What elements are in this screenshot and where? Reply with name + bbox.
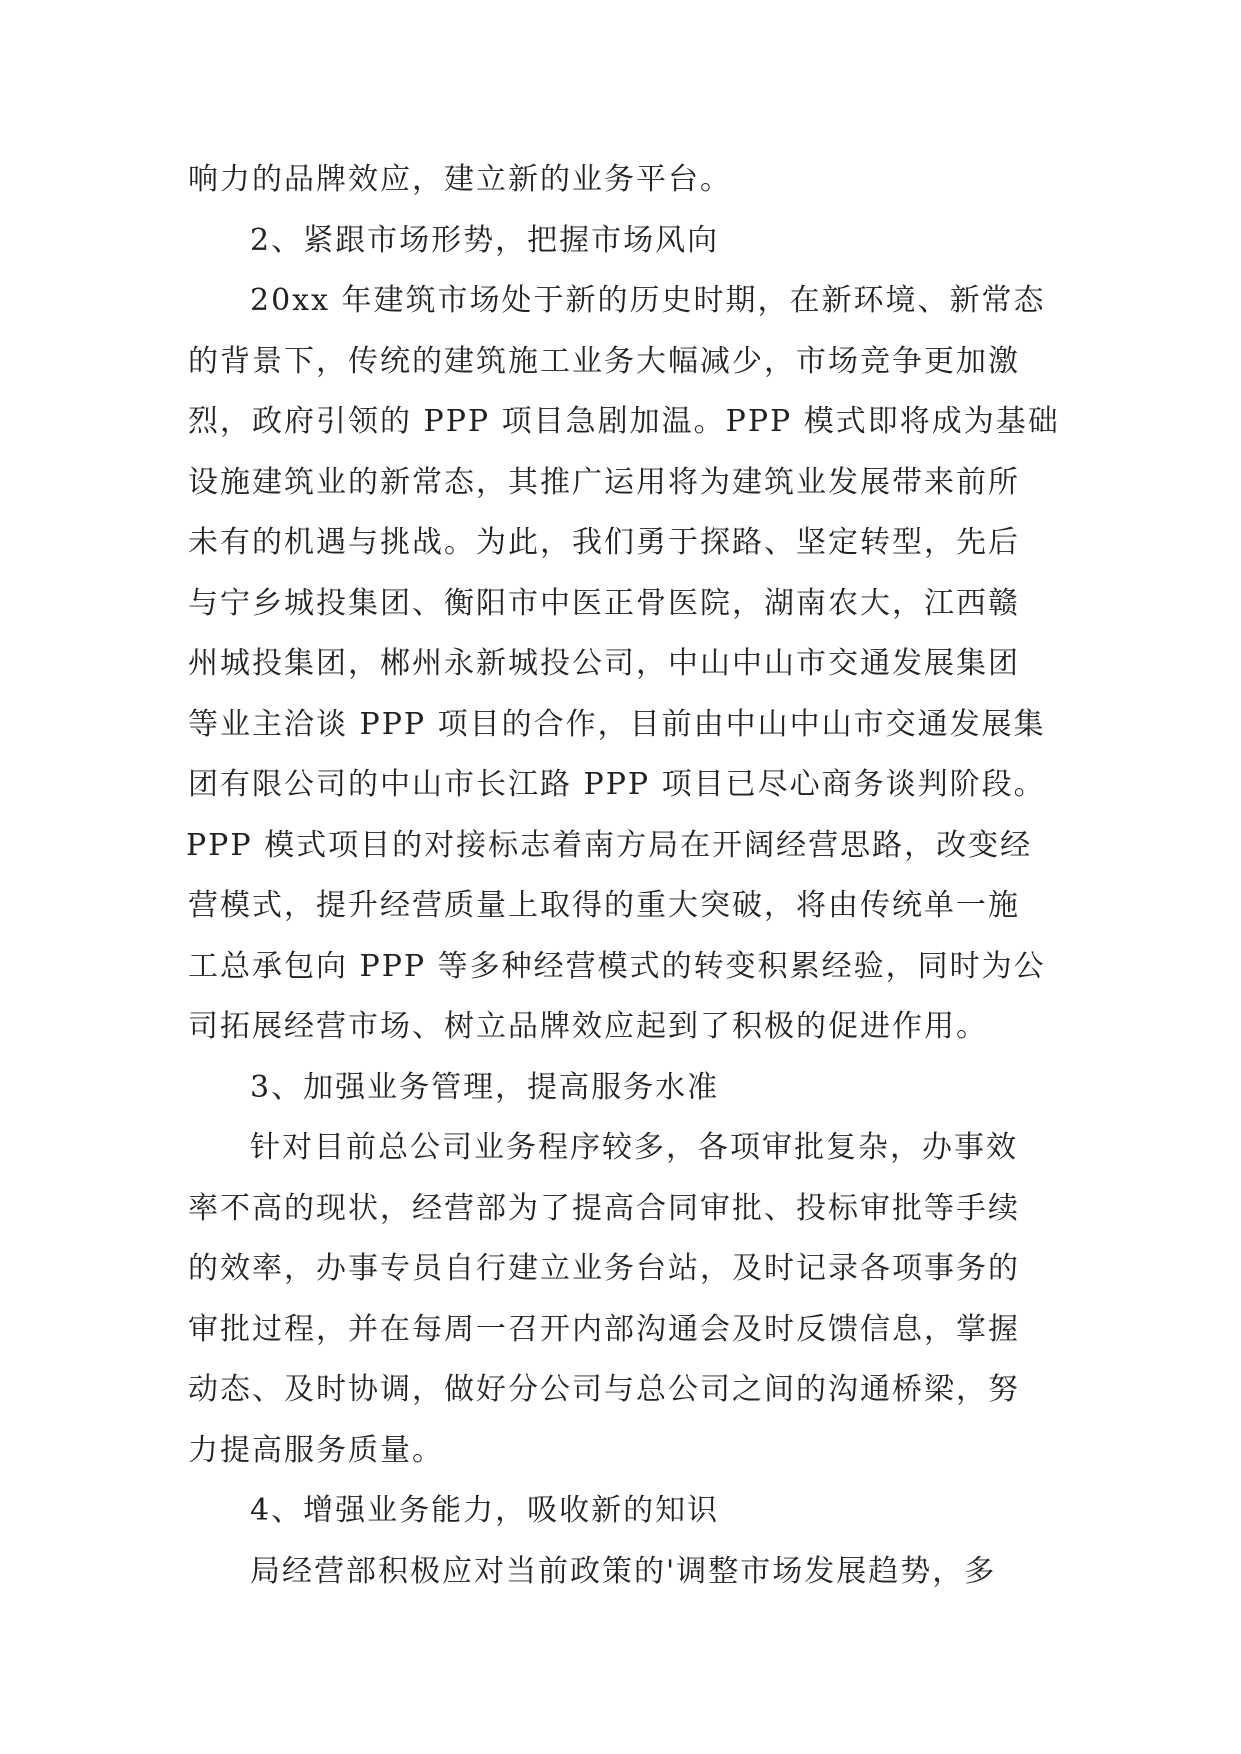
text-line: 审批过程，并在每周一召开内部沟通会及时反馈信息，掌握 (188, 1311, 1020, 1347)
section-heading-2: 2、紧跟市场形势，把握市场风向 (250, 222, 720, 258)
section-heading-3: 3、加强业务管理，提高服务水准 (250, 1069, 720, 1105)
text-line: 局经营部积极应对当前政策的'调整市场发展趋势，多 (250, 1553, 997, 1589)
text-line: 率不高的现状，经营部为了提高合同审批、投标审批等手续 (188, 1190, 1020, 1226)
text-line: 的效率，办事专员自行建立业务台站，及时记录各项事务的 (188, 1251, 1020, 1286)
text-line: 响力的品牌效应，建立新的业务平台。 (188, 162, 732, 197)
text-line: 司拓展经营市场、树立品牌效应起到了积极的促进作用。 (188, 1009, 988, 1044)
text-line: 与宁乡城投集团、衡阳市中医正骨医院，湖南农大，江西赣 (188, 585, 1020, 621)
text-line: 设施建筑业的新常态，其推广运用将为建筑业发展带来前所 (188, 464, 1020, 500)
document-body (188, 150, 1058, 1602)
text-line: 工总承包向 PPP 等多种经营模式的转变积累经验，同时为公 (188, 948, 1046, 984)
text-line: 未有的机遇与挑战。为此，我们勇于探路、坚定转型，先后 (188, 525, 1020, 560)
text-line: 20xx 年建筑市场处于新的历史时期，在新环境、新常态 (250, 283, 1046, 318)
text-line: 动态、及时协调，做好分公司与总公司之间的沟通桥梁，努 (188, 1372, 1020, 1407)
text-line: 烈，政府引领的 PPP 项目急剧加温。PPP 模式即将成为基础 (188, 404, 1060, 439)
text-line: 营模式，提升经营质量上取得的重大突破，将由传统单一施 (188, 888, 1020, 923)
text-line: PPP 模式项目的对接标志着南方局在开阔经营思路，改变经 (186, 827, 1033, 863)
text-line: 州城投集团，郴州永新城投公司，中山中山市交通发展集团 (188, 646, 1020, 681)
section-heading-4: 4、增强业务能力，吸收新的知识 (250, 1493, 720, 1528)
text-line: 针对目前总公司业务程序较多，各项审批复杂，办事效 (250, 1130, 1018, 1165)
text-line: 的背景下，传统的建筑施工业务大幅减少，市场竞争更加激 (188, 343, 1020, 379)
text-line: 团有限公司的中山市长江路 PPP 项目已尽心商务谈判阶段。 (188, 767, 1046, 802)
text-line: 力提高服务质量。 (188, 1432, 444, 1468)
text-line: 等业主洽谈 PPP 项目的合作，目前由中山中山市交通发展集 (188, 706, 1046, 742)
